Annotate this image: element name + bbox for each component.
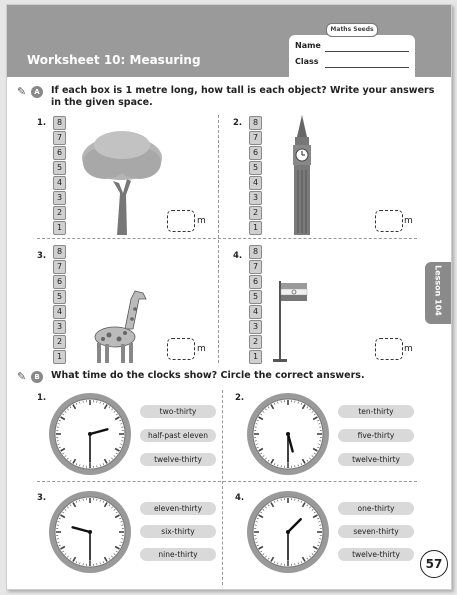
- scale-box: 3: [249, 320, 262, 334]
- flagpole-icon: [271, 277, 311, 365]
- scale-box: 2: [53, 335, 66, 349]
- answer-option[interactable]: twelve-thirty: [338, 548, 414, 561]
- scale-box: 4: [53, 305, 66, 319]
- divider-vertical-a: [218, 115, 219, 363]
- clock-center: [88, 432, 92, 436]
- divider-vertical-b: [222, 390, 223, 585]
- section-a-instruction-line2: in the given space.: [51, 97, 153, 108]
- class-line[interactable]: [325, 67, 409, 68]
- scale-box: 1: [249, 350, 262, 364]
- scale-box: 8: [53, 245, 66, 259]
- question-number: 3.: [37, 493, 47, 503]
- section-a-badge: A: [31, 86, 43, 98]
- scale-box: 4: [53, 176, 66, 190]
- answer-option[interactable]: seven-thirty: [338, 525, 414, 538]
- pencil-icon: ✎: [17, 370, 27, 383]
- answer-box[interactable]: [167, 210, 195, 232]
- question-number: 1.: [37, 393, 47, 403]
- page-number: 57: [420, 550, 448, 578]
- unit-label: m: [197, 216, 206, 226]
- name-line[interactable]: [325, 51, 409, 52]
- scale-box: 7: [53, 260, 66, 274]
- tree-icon: [77, 123, 167, 235]
- class-label: Class: [295, 57, 319, 66]
- scale-box: 8: [249, 245, 262, 259]
- question-number: 2.: [233, 118, 243, 128]
- clock-face: [245, 489, 331, 575]
- lesson-tab-label: Lesson 104: [433, 265, 443, 316]
- scale-box: 2: [249, 335, 262, 349]
- clock-face: [47, 489, 133, 575]
- scale-box: 1: [53, 350, 66, 364]
- clock-tower-icon: [287, 115, 317, 235]
- answer-option[interactable]: eleven-thirty: [140, 502, 216, 515]
- scale-box: 8: [53, 116, 66, 130]
- clock-center: [286, 432, 290, 436]
- answer-option[interactable]: nine-thirty: [140, 548, 216, 561]
- scale-box: 6: [53, 146, 66, 160]
- scale-box: 6: [249, 275, 262, 289]
- pencil-icon: ✎: [17, 85, 27, 98]
- section-a-instruction-line1: If each box is 1 metre long, how tall is each object? Write your answers: [51, 85, 435, 96]
- giraffe-icon: [91, 289, 151, 365]
- name-label: Name: [295, 41, 321, 50]
- answer-option[interactable]: five-thirty: [338, 429, 414, 442]
- scale-box: 5: [53, 290, 66, 304]
- scale-box: 6: [249, 146, 262, 160]
- scale-box: 3: [53, 191, 66, 205]
- clock-face: [245, 391, 331, 477]
- unit-label: m: [197, 344, 206, 354]
- answer-option[interactable]: half-past eleven: [140, 429, 216, 442]
- scale-box: 7: [249, 260, 262, 274]
- question-number: 1.: [37, 118, 47, 128]
- divider-horizontal-b: [37, 481, 417, 482]
- scale-box: 7: [53, 131, 66, 145]
- answer-box[interactable]: [375, 338, 403, 360]
- answer-option[interactable]: one-thirty: [338, 502, 414, 515]
- scale-box: 4: [249, 176, 262, 190]
- scale-box: 1: [53, 221, 66, 235]
- worksheet-title: Worksheet 10: Measuring: [27, 53, 201, 67]
- answer-box[interactable]: [375, 210, 403, 232]
- unit-label: m: [404, 216, 413, 226]
- name-class-box: [289, 35, 415, 77]
- scale-box: 5: [249, 161, 262, 175]
- lesson-tab: [425, 262, 451, 324]
- answer-box[interactable]: [167, 338, 195, 360]
- answer-option[interactable]: six-thirty: [140, 525, 216, 538]
- answer-option[interactable]: twelve-thirty: [140, 453, 216, 466]
- answer-option[interactable]: two-thirty: [140, 405, 216, 418]
- scale-box: 6: [53, 275, 66, 289]
- brand-logo: Maths Seeds: [326, 23, 378, 37]
- scale-box: 5: [249, 290, 262, 304]
- unit-label: m: [404, 344, 413, 354]
- scale-box: 2: [249, 206, 262, 220]
- clock-face: [47, 391, 133, 477]
- answer-option[interactable]: twelve-thirty: [338, 453, 414, 466]
- divider-horizontal-a: [37, 238, 417, 239]
- question-number: 2.: [235, 393, 245, 403]
- scale-box: 3: [249, 191, 262, 205]
- scale-box: 7: [249, 131, 262, 145]
- worksheet-page: [6, 4, 452, 590]
- worksheet-header: [7, 5, 451, 77]
- scale-box: 4: [249, 305, 262, 319]
- answer-option[interactable]: ten-thirty: [338, 405, 414, 418]
- clock-center: [286, 530, 290, 534]
- clock-center: [88, 530, 92, 534]
- scale-box: 1: [249, 221, 262, 235]
- scale-box: 2: [53, 206, 66, 220]
- scale-box: 3: [53, 320, 66, 334]
- section-b-instruction: What time do the clocks show? Circle the correct answers.: [51, 370, 365, 381]
- question-number: 4.: [235, 493, 245, 503]
- question-number: 3.: [37, 251, 47, 261]
- section-b-badge: B: [31, 371, 43, 383]
- scale-box: 5: [53, 161, 66, 175]
- scale-box: 8: [249, 116, 262, 130]
- question-number: 4.: [233, 251, 243, 261]
